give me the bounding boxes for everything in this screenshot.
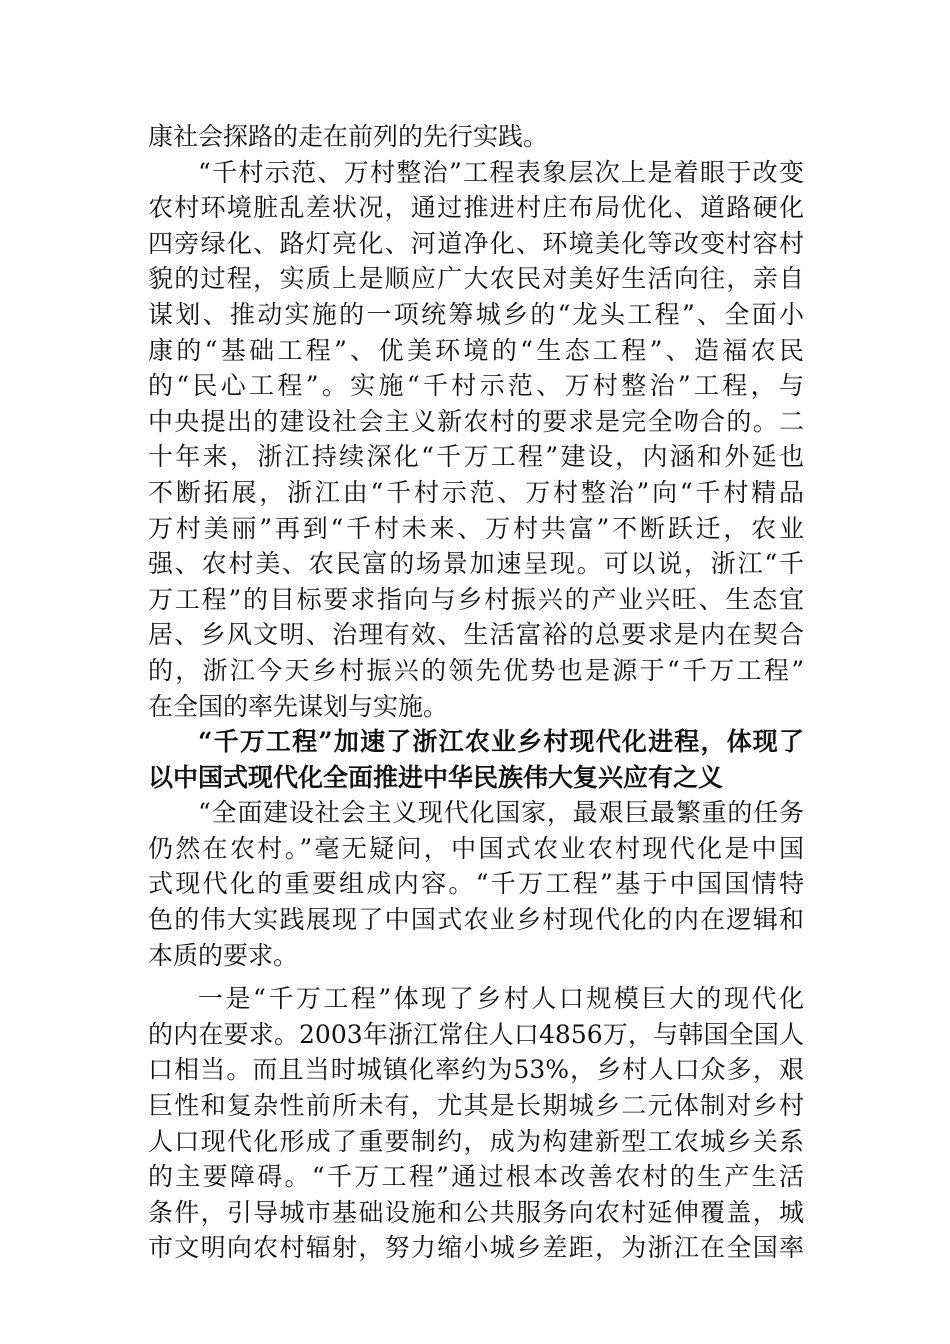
text-line: 口相当。而且当时城镇化率约为53%，乡村人口众多，艰 [148,1055,804,1085]
text-line: 四旁绿化、路灯亮化、河道净化、环境美化等改变村容村 [148,228,804,258]
text-line: 的“民心工程”。实施“千村示范、万村整治”工程，与 [148,371,804,401]
text-line: 本质的要求。 [148,940,299,970]
document-body [148,119,804,1266]
text-line: 居、乡风文明、治理有效、生活富裕的总要求是内在契合 [148,620,804,650]
text-line: 一是“千万工程”体现了乡村人口规模巨大的现代化 [198,984,804,1014]
text-line: 中央提出的建设社会主义新农村的要求是完全吻合的。二 [148,406,804,436]
text-line: 巨性和复杂性前所未有，尤其是长期城乡二元体制对乡村 [148,1091,804,1121]
text-line: 仍然在农村。”毫无疑问，中国式农业农村现代化是中国 [148,833,804,863]
text-line: 式现代化的重要组成内容。“千万工程”基于中国国情特 [148,869,804,899]
text-line: 康的“基础工程”、优美环境的“生态工程”、造福农民 [148,335,804,365]
text-line: 的主要障碍。“千万工程”通过根本改善农村的生产生活 [148,1162,804,1192]
paragraph-yishi [148,981,804,1266]
text-line: 农村环境脏乱差状况，通过推进村庄布局优化、道路硬化 [148,193,804,223]
text-line: 市文明向农村辐射，努力缩小城乡差距，为浙江在全国率 [148,1233,804,1263]
heading-line: “千万工程”加速了浙江农业乡村现代化进程，体现了 [198,727,804,757]
text-line: 万村美丽”再到“千村未来、万村共富”不断跃迁，农业 [148,513,804,543]
text-line: 色的伟大实践展现了中国式农业乡村现代化的内在逻辑和 [148,905,804,935]
text-line: 十年来，浙江持续深化“千万工程”建设，内涵和外延也 [148,442,804,472]
text-line: 不断拓展，浙江由“千村示范、万村整治”向“千村精品 [148,477,804,507]
text-line: 康社会探路的走在前列的先行实践。 [148,122,549,151]
paragraph-continuation [148,119,804,155]
heading-line: 以中国式现代化全面推进中华民族伟大复兴应有之义 [148,762,724,792]
text-line: 在全国的率先谋划与实施。 [148,691,449,721]
text-line: 万工程”的目标要求指向与乡村振兴的产业兴旺、生态宜 [148,584,804,614]
paragraph-qiancun-shifan [148,155,804,725]
text-line: 强、农村美、农民富的场景加速呈现。可以说，浙江“千 [148,549,804,579]
text-line: 貌的过程，实质上是顺应广大农民对美好生活向往，亲自 [148,264,804,294]
text-line: 的，浙江今天乡村振兴的领先优势也是源于“千万工程” [148,655,804,685]
text-line: 人口现代化形成了重要制约，成为构建新型工农城乡关系 [148,1126,804,1156]
section-heading [148,724,804,795]
paragraph-spacing [148,973,804,981]
paragraph-quanmian-jianshe [148,795,804,973]
text-line: “全面建设社会主义现代化国家，最艰巨最繁重的任务 [198,798,804,828]
text-line: 条件，引导城市基础设施和公共服务向农村延伸覆盖，城 [148,1197,804,1227]
text-line: 谋划、推动实施的一项统筹城乡的“龙头工程”、全面小 [148,299,804,329]
text-line: “千村示范、万村整治”工程表象层次上是着眼于改变 [198,157,804,187]
text-line: 的内在要求。2003年浙江常住人口4856万，与韩国全国人 [148,1019,804,1049]
